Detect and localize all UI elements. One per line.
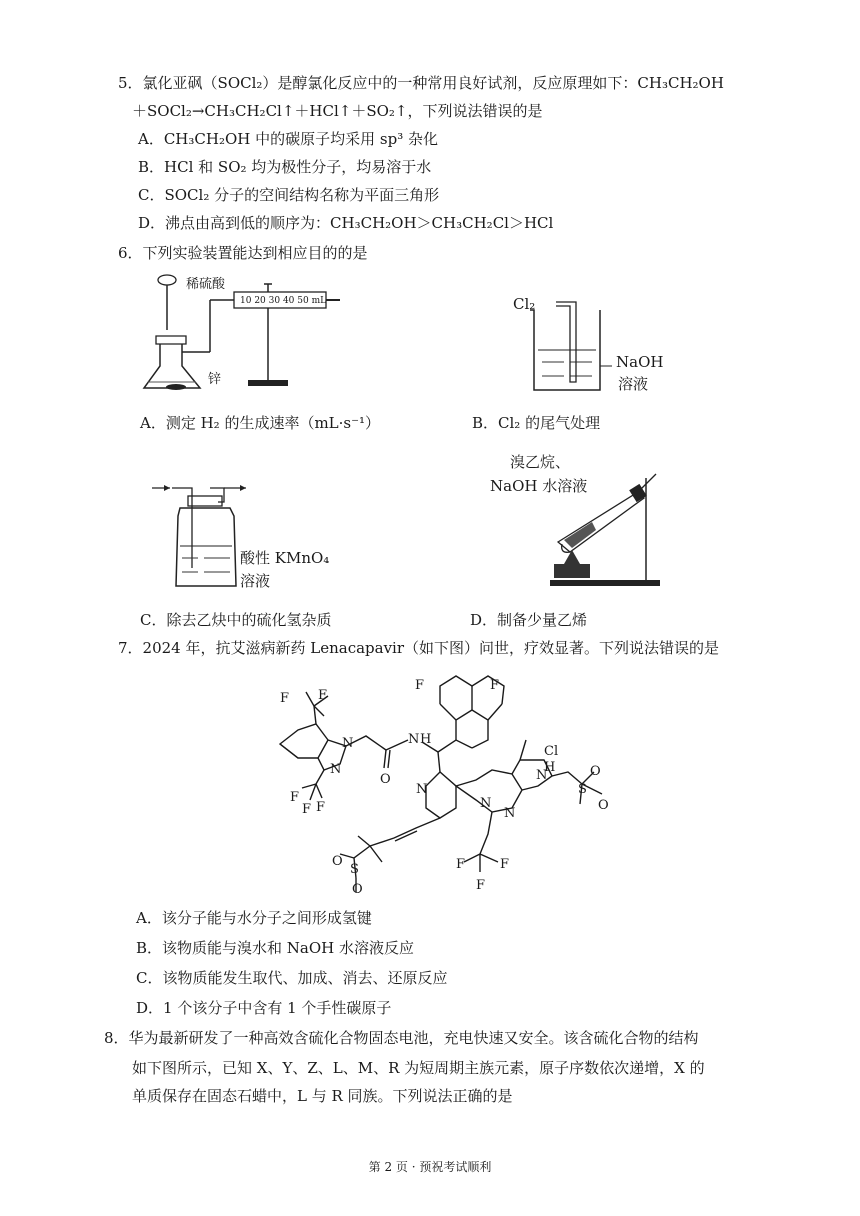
- atom-f-4: F: [302, 802, 312, 817]
- q5-option-b: B．HCl 和 SO₂ 均为极性分子，均易溶于水: [138, 158, 432, 176]
- page-footer: 第 2 页 · 预祝考试顺利: [368, 1160, 492, 1174]
- atom-f-phenyl-2: F: [490, 678, 500, 693]
- lenacapavir-structure: [262, 666, 622, 898]
- q5-option-a: A．CH₃CH₂OH 中的碳原子均采用 sp³ 杂化: [138, 130, 438, 148]
- apparatus-b-solution-line1: NaOH: [616, 353, 664, 371]
- apparatus-a-acid-label: 稀硫酸: [186, 277, 226, 292]
- q7-option-c: C．该物质能发生取代、加成、消去、还原反应: [136, 969, 448, 987]
- apparatus-a-scale: 10 20 30 40 50 mL: [240, 296, 327, 306]
- atom-n-pyridine: N: [416, 782, 428, 797]
- atom-o-amide: O: [380, 772, 391, 787]
- apparatus-a-zinc-label: 锌: [208, 372, 222, 387]
- q5-option-d: D．沸点由高到低的顺序为：CH₃CH₂OH＞CH₃CH₂Cl＞HCl: [138, 214, 554, 232]
- apparatus-b-solution-line2: 溶液: [618, 375, 649, 393]
- atom-o-sulfonamide-2: O: [598, 798, 609, 813]
- q8-line2: 如下图所示，已知 X、Y、Z、L、M、R 为短周期主族元素，原子序数依次递增，X 的: [132, 1059, 705, 1077]
- q8-line1: 8．华为最新研发了一种高效含硫化合物固态电池，充电快速又安全。该含硫化合物的结构: [104, 1029, 699, 1047]
- apparatus-c-solution-line1: 酸性 KMnO₄: [240, 549, 330, 567]
- atom-f-cf3-1: F: [456, 857, 466, 872]
- atom-cl: Cl: [544, 744, 559, 759]
- q5-line1: 5．氯化亚砜（SOCl₂）是醇氯化反应中的一种常用良好试剂，反应原理如下：CH₃CH₂OH: [118, 74, 724, 92]
- atom-n-pyrazole: N: [342, 736, 354, 751]
- atom-n-sulfonamide: N: [536, 768, 548, 783]
- q6-caption-c: C．除去乙炔中的硫化氢杂质: [140, 611, 332, 629]
- atom-f-5: F: [316, 800, 326, 815]
- atom-o-sulfone-1: O: [332, 854, 343, 869]
- atom-f-phenyl-1: F: [415, 678, 425, 693]
- atom-n-amide: N: [408, 732, 420, 747]
- atom-s-sulfonamide: S: [578, 782, 587, 797]
- apparatus-b-diagram: [520, 290, 630, 400]
- apparatus-d-reagent-line1: 溴乙烷、: [510, 453, 571, 471]
- atom-s-sulfone: S: [350, 862, 359, 877]
- q6-caption-b: B．Cl₂ 的尾气处理: [472, 414, 601, 432]
- apparatus-c-solution-line2: 溶液: [240, 572, 271, 590]
- apparatus-b-gas-label: Cl₂: [513, 295, 536, 313]
- atom-f-3: F: [290, 790, 300, 805]
- atom-o-sulfone-2: O: [352, 882, 363, 897]
- atom-n-pyrazole-2: N: [330, 762, 342, 777]
- atom-f-1: F: [280, 691, 290, 706]
- apparatus-a-diagram: [140, 270, 360, 400]
- q5-option-c: C．SOCl₂ 分子的空间结构名称为平面三角形: [138, 186, 440, 204]
- atom-o-sulfonamide-1: O: [590, 764, 601, 779]
- atom-h-sulfonamide: H: [544, 760, 556, 775]
- atom-n-indazole-2: N: [504, 806, 516, 821]
- atom-f-cf3-2: F: [500, 857, 510, 872]
- atom-n-indazole-1: N: [480, 796, 492, 811]
- atom-h-amide: H: [420, 732, 432, 747]
- atom-f-cf3-3: F: [476, 878, 486, 893]
- q7-option-a: A．该分子能与水分子之间形成氢键: [136, 909, 372, 927]
- q7-option-b: B．该物质能与溴水和 NaOH 水溶液反应: [136, 939, 415, 957]
- q6-stem: 6．下列实验装置能达到相应目的的是: [118, 244, 368, 262]
- atom-f-2: F: [318, 688, 328, 703]
- apparatus-d-reagent-line2: NaOH 水溶液: [490, 477, 588, 495]
- q7-stem: 7．2024 年，抗艾滋病新药 Lenacapavir（如下图）问世，疗效显著。下列说法错误的是: [118, 639, 720, 657]
- q5-line2: ＋SOCl₂→CH₃CH₂Cl↑＋HCl↑＋SO₂↑，下列说法错误的是: [132, 102, 543, 120]
- q7-option-d: D．1 个该分子中含有 1 个手性碳原子: [136, 999, 392, 1017]
- q8-line3: 单质保存在固态石蜡中，L 与 R 同族。下列说法正确的是: [132, 1087, 513, 1105]
- q6-caption-d: D．制备少量乙烯: [470, 611, 588, 629]
- q6-caption-a: A．测定 H₂ 的生成速率（mL·s⁻¹）: [140, 414, 381, 432]
